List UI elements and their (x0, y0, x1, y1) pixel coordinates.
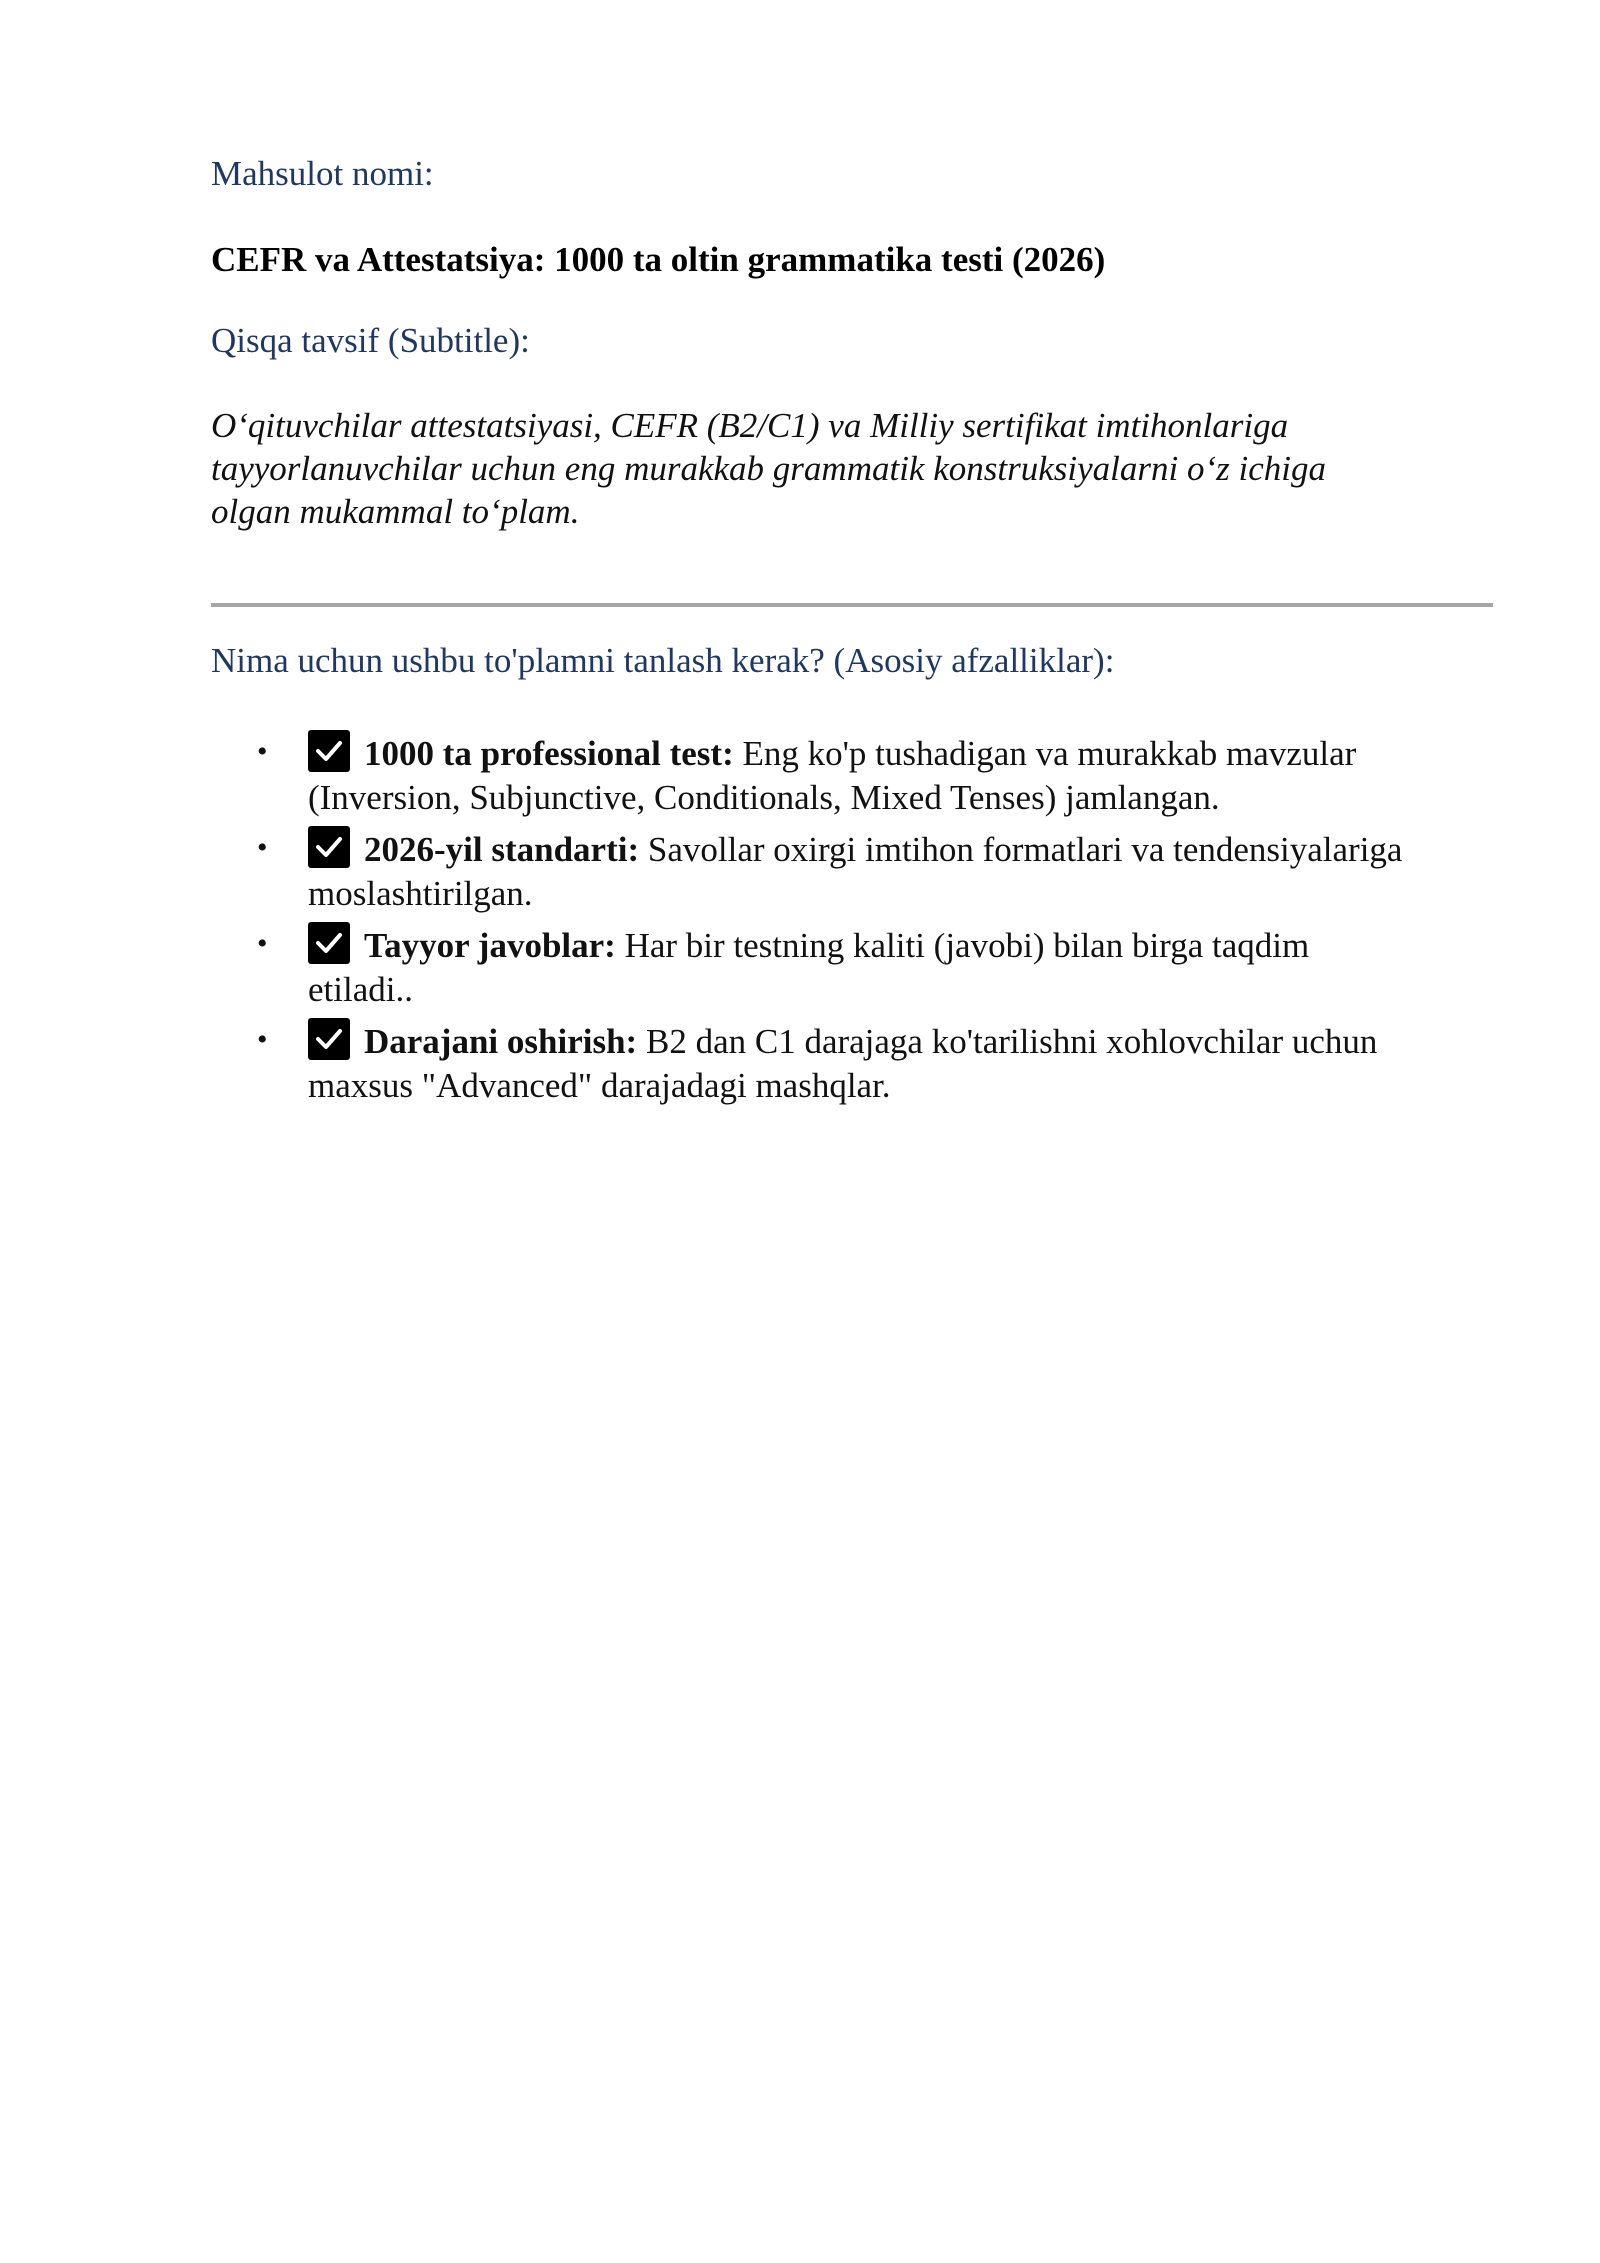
subtitle-line: olgan mukammal to‘plam. (211, 492, 580, 531)
bullet: • (257, 735, 268, 768)
benefit-text-continued: (Inversion, Subjunctive, Conditionals, Mixed Tenses) jamlangan. (308, 778, 1220, 817)
subtitle-line: tayyorlanuvchilar uchun eng murakkab grammatik konstruksiyalarni o‘z ichiga (211, 449, 1326, 488)
check-box-icon (308, 922, 350, 964)
check-box-icon (308, 826, 350, 868)
benefit-text: B2 dan C1 darajaga ko'tarilishni xohlovchilar uchun (637, 1022, 1378, 1061)
subtitle-line: O‘qituvchilar attestatsiyasi, CEFR (B2/C1) va Milliy sertifikat imtihonlariga (211, 406, 1289, 445)
benefit-item (0, 922, 1508, 1012)
benefit-text-continued: maxsus "Advanced" darajadagi mashqlar. (308, 1066, 891, 1105)
check-box-icon (308, 1018, 350, 1060)
benefit-item (0, 730, 1508, 820)
benefits-label: Nima uchun ushbu to'plamni tanlash kerak? (Asosiy afzalliklar): (211, 641, 1115, 680)
benefits-list (0, 730, 1600, 1114)
benefit-heading: Darajani oshirish: (364, 1022, 638, 1061)
subtitle-label: Qisqa tavsif (Subtitle): (211, 321, 530, 360)
product-title: CEFR va Attestatsiya: 1000 ta oltin grammatika testi (2026) (211, 240, 1106, 279)
benefit-item (0, 1018, 1508, 1108)
benefit-text: Har bir testning kaliti (javobi) bilan birga taqdim (615, 926, 1310, 965)
bullet: • (257, 1023, 268, 1056)
bullet: • (257, 927, 268, 960)
benefit-item (0, 826, 1508, 916)
bullet: • (257, 831, 268, 864)
subtitle-text (211, 404, 1511, 533)
benefit-heading: 1000 ta professional test: (364, 734, 734, 773)
benefit-heading: Tayyor javoblar: (364, 926, 616, 965)
benefit-text-continued: etiladi.. (308, 970, 413, 1009)
benefit-text: Savollar oxirgi imtihon formatlari va tendensiyalariga (639, 830, 1403, 869)
product-name-label: Mahsulot nomi: (211, 154, 434, 193)
horizontal-divider (211, 603, 1493, 607)
benefit-text-continued: moslashtirilgan. (308, 874, 533, 913)
check-box-icon (308, 730, 350, 772)
benefit-heading: 2026-yil standarti: (364, 830, 640, 869)
benefit-text: Eng ko'p tushadigan va murakkab mavzular (733, 734, 1357, 773)
